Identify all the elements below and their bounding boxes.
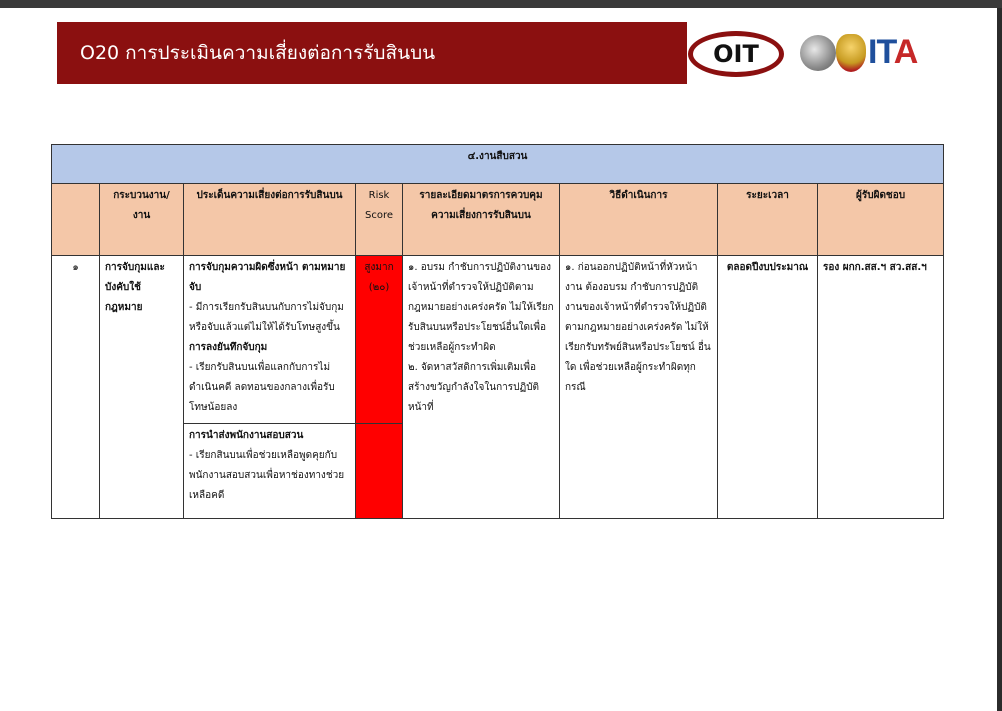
- risk-score: (๒๐): [368, 282, 390, 293]
- table-row: [52, 256, 944, 519]
- risk-score-cell: [356, 256, 403, 519]
- oit-logo: OIT: [688, 31, 784, 77]
- row-responsible: รอง ผกก.สส.ฯ สว.สส.ฯ: [818, 256, 944, 519]
- col-method: วิธีดำเนินการ: [560, 184, 718, 256]
- col-risk-score: Risk Score: [356, 184, 403, 256]
- section-title: ๔.งานสืบสวน: [52, 145, 944, 184]
- ita-logo: ITA: [868, 33, 918, 71]
- row-measures: ๑. อบรม กำชับการปฏิบัติงานของเจ้าหน้าที่ตำรวจให้ปฏิบัติตามกฎหมายอย่างเคร่งครัด ไม่ให้เรียกรับสินบนหรือประโยชน์อื่นใดเพื่อช่วยเหลือผู้กระทำผิด ๒. จัดหาสวัสดิการเพิ่มเติมเพื่อสร้างขวัญกำลังใจในการปฏิบัติหน้าที่: [403, 256, 560, 519]
- royal-emblem-icon: [836, 34, 866, 72]
- col-measures: รายละเอียดมาตรการควบคุมความเสี่ยงการรับสินบน: [403, 184, 560, 256]
- col-process: กระบวนงาน/งาน: [100, 184, 184, 256]
- risk-1-a: - มีการเรียกรับสินบนกับการไม่จับกุม หรือจับแล้วแต่ไม่ให้ได้รับโทษสูงขึ้น: [189, 302, 344, 333]
- col-responsible: ผู้รับผิดชอบ: [818, 184, 944, 256]
- risk-1-b: - เรียกรับสินบนเพื่อแลกกับการไม่ดำเนินคดี ลดทอนของกลางเพื่อรับโทษน้อยลง: [189, 362, 335, 413]
- col-risk-issue: ประเด็นความเสี่ยงต่อการรับสินบน: [184, 184, 356, 256]
- risk-2-title: การนำส่งพนักงานสอบสวน: [189, 430, 304, 441]
- row-risk-issues: [184, 256, 356, 519]
- col-no: [52, 184, 100, 256]
- risk-1-b-title: การลงยันทึกจับกุม: [189, 342, 268, 353]
- risk-table: [51, 144, 944, 519]
- row-duration: ตลอดปีงบประมาณ: [718, 256, 818, 519]
- row-process: การจับกุมและบังคับใช้กฎหมาย: [100, 256, 184, 519]
- police-seal-icon: [800, 35, 836, 71]
- page-title: O20 การประเมินความเสี่ยงต่อการรับสินบน: [80, 42, 436, 64]
- risk-level: สูงมาก: [364, 262, 394, 273]
- row-method: ๑. ก่อนออกปฏิบัติหน้าที่หัวหน้างาน ต้องอบรม กำชับการปฏิบัติงานของเจ้าหน้าที่ตำรวจให้ปฏิบัติตามกฎหมายอย่างเคร่งครัด ไม่ให้เรียกรับทรัพย์สินหรือประโยชน์ อื่นใด เพื่อช่วยเหลือผู้กระทำผิดทุกกรณี: [560, 256, 718, 519]
- row-number: ๑: [52, 256, 100, 519]
- risk-2: - เรียกสินบนเพื่อช่วยเหลือพูดคุยกับพนักงานสอบสวนเพื่อหาช่องทางช่วยเหลือคดี: [189, 450, 345, 501]
- scrollbar-edge: [997, 8, 1002, 711]
- risk-1-title: การจับกุมความผิดซึ่งหน้า ตามหมายจับ: [189, 262, 346, 293]
- col-duration: ระยะเวลา: [718, 184, 818, 256]
